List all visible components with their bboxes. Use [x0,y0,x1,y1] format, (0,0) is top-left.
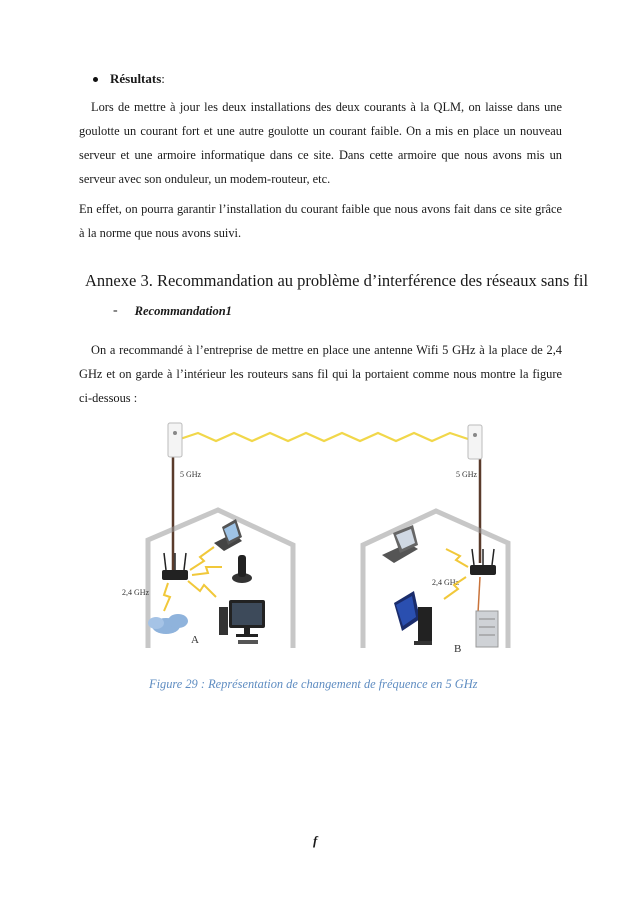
resultats-suffix: : [161,71,165,86]
paragraph-line: En effet, on pourra garantir l’installation du courant faible que nous avons fait dans ce site grâce [79,202,562,216]
server-icon [476,611,498,647]
desktop-computer-right-icon [394,591,432,645]
desktop-computer-icon [219,600,265,644]
subheading [113,303,232,319]
paragraph-line: ci-dessous : [79,391,138,405]
paragraph-2 [79,197,562,245]
antenna-right-icon [468,425,482,459]
phone-icon [232,555,252,583]
label-left-5ghz: 5 GHz [180,470,202,479]
paragraph-line: Lors de mettre à jour les deux installations des deux courants à la QLM, on laisse dans une [91,100,562,114]
resultats-bullet [93,71,165,87]
router-right-icon [470,549,496,575]
paragraph-line: serveur avec son onduleur, un modem-routeur, etc. [79,172,331,186]
page-number: f [313,833,318,848]
paragraph-line: à la norme que nous avons suivi. [79,226,242,240]
subheading-dash: - [113,303,118,318]
paragraph-line: goulotte un courant fort et une autre goulotte un courant faible. On a mis en place un nouveau [79,124,562,138]
paragraph-line: serveur et une armoire informatique dans ce site. Dans cette armoire que nous avons mis un [79,148,562,162]
paragraph-3 [79,338,562,410]
figure-caption: Figure 29 : Représentation de changement de fréquence en 5 GHz [149,677,478,691]
paragraph-1 [79,95,562,191]
resultats-label: Résultats [110,71,162,86]
label-left-24ghz: 2,4 GHz [122,588,150,597]
bullet-icon [93,77,98,82]
antenna-left-icon [168,423,182,457]
cloud-icon [148,614,188,634]
label-right-5ghz: 5 GHz [456,470,478,479]
router-left-icon [162,553,188,580]
paragraph-line: GHz et on garde à l’intérieur les routeurs sans fil qui la portaient comme nous montre la figure [79,367,562,381]
figure-wifi-diagram [118,415,533,665]
house-b-label: B [454,643,462,655]
paragraph-line: On a recommandé à l’entreprise de mettre en place une antenne Wifi 5 GHz à la place de 2,4 [91,343,562,357]
subheading-text: Recommandation1 [134,303,232,318]
label-right-24ghz: 2,4 GHz [432,578,460,587]
annex-heading: Annexe 3. Recommandation au problème d’interférence des réseaux sans fil [85,271,589,290]
house-a-label: A [191,634,199,646]
laptop-icon [214,519,242,551]
laptop-right-icon [382,525,418,563]
wireless-link-5ghz [180,433,468,441]
